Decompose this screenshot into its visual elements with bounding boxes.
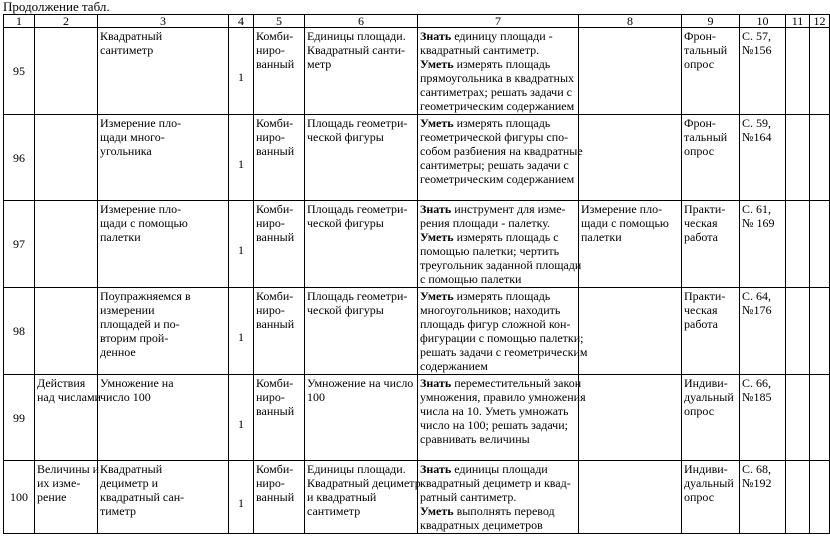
lesson-type-line: ванный	[256, 317, 295, 331]
requirement-line: помощью палетки; чертить	[420, 244, 560, 258]
table-row	[4, 375, 830, 461]
concepts-line: Умножение на число	[307, 376, 414, 390]
control-cell	[682, 115, 740, 201]
reference-cell	[740, 201, 786, 288]
control-line: опрос	[684, 57, 715, 71]
control-line: работа	[684, 230, 718, 244]
table-row	[4, 28, 830, 115]
lesson-type-line: ниро-	[256, 303, 285, 317]
table-row	[4, 461, 830, 534]
empty-cell	[786, 375, 810, 461]
reference-line: №164	[742, 130, 772, 144]
lesson-type-cell	[254, 28, 305, 115]
lesson-type-cell	[254, 201, 305, 288]
topic-line: дециметр и	[100, 476, 159, 490]
requirement-line: ратный сантиметр.	[420, 490, 517, 504]
hours-cell	[229, 28, 254, 115]
requirement-line: собом разбиения на квадратные	[420, 144, 583, 158]
reference-cell	[740, 115, 786, 201]
requirement-line: квадратный дециметр и квад-	[420, 476, 571, 490]
requirement-keyword: Уметь	[420, 504, 454, 518]
extra-content-line: Измерение пло-	[581, 202, 663, 216]
section-cell	[35, 115, 98, 201]
control-cell	[682, 201, 740, 288]
lesson-plan-table	[3, 14, 830, 534]
concepts-line: Единицы площади.	[307, 29, 406, 43]
concepts-line: Квадратный санти-	[307, 43, 405, 57]
lesson-type-line: ниро-	[256, 476, 285, 490]
requirement-keyword: Уметь	[420, 289, 454, 303]
concepts-line: и квадратный	[307, 490, 377, 504]
reference-cell	[740, 461, 786, 534]
requirement-line: фигурации с помощью палетки;	[420, 331, 584, 345]
requirement-line: сантиметрах; решать задачи с	[420, 85, 572, 99]
lesson-type-line: ниро-	[256, 216, 285, 230]
lesson-type-line: Комби-	[256, 376, 294, 390]
requirement-line: треугольник заданной площади	[420, 258, 582, 272]
lesson-type-line: ванный	[256, 490, 295, 504]
section-line: рение	[37, 490, 67, 504]
lesson-type-line: Комби-	[256, 289, 294, 303]
lesson-type-line: ниро-	[256, 390, 285, 404]
concepts-cell	[305, 461, 421, 534]
section-line: Действия	[37, 376, 86, 390]
requirement-keyword: Уметь	[420, 230, 454, 244]
hours-value: 1	[238, 330, 244, 344]
requirement-line: Уметь измерять площадь	[420, 116, 551, 130]
topic-line: измерении	[100, 303, 155, 317]
reference-line: № 169	[742, 216, 775, 230]
extra-content-cell	[579, 288, 682, 375]
control-line: дуальный	[684, 390, 734, 404]
lesson-type-line: Комби-	[256, 29, 294, 43]
control-line: Фрон-	[684, 116, 716, 130]
topic-cell	[98, 375, 229, 461]
topic-cell	[98, 28, 229, 115]
requirement-line: геометрическим содержанием	[420, 99, 575, 113]
control-line: ческая	[684, 216, 718, 230]
control-line: Индиви-	[684, 376, 728, 390]
requirement-line: Уметь измерять площадь	[420, 57, 551, 71]
topic-line: Измерение пло-	[100, 116, 182, 130]
topic-cell	[98, 288, 229, 375]
concepts-line: Квадратный дециметр	[307, 476, 421, 490]
topic-line: тиметр	[100, 504, 136, 518]
reference-line: №176	[742, 303, 772, 317]
topic-cell	[98, 201, 229, 288]
requirement-line: Уметь выполнять перевод	[420, 504, 555, 518]
reference-cell	[740, 375, 786, 461]
lesson-type-cell	[254, 288, 305, 375]
requirement-line: Знать инструмент для изме-	[420, 202, 566, 216]
reference-line: С. 59,	[742, 116, 772, 130]
lesson-type-line: Комби-	[256, 202, 294, 216]
lesson-type-line: ванный	[256, 230, 295, 244]
control-line: Индиви-	[684, 462, 728, 476]
concepts-line: метр	[307, 57, 332, 71]
header-cell: 6	[305, 15, 418, 28]
topic-line: Измерение пло-	[100, 202, 182, 216]
lesson-type-line: Комби-	[256, 116, 294, 130]
empty-cell	[786, 28, 810, 115]
requirements-cell	[418, 201, 582, 288]
lesson-number-cell: 98	[4, 288, 35, 375]
section-cell	[35, 461, 98, 534]
requirement-line: сравнивать величины	[420, 432, 530, 446]
control-line: ческая	[684, 303, 718, 317]
topic-line: палетки	[100, 230, 141, 244]
empty-cell	[810, 375, 830, 461]
requirements-cell	[418, 28, 579, 115]
topic-line: квадратный сан-	[100, 490, 185, 504]
topic-line: денное	[100, 345, 136, 359]
lesson-number-cell: 100	[4, 461, 35, 534]
hours-cell	[229, 461, 254, 534]
requirement-line: содержанием	[420, 359, 488, 373]
concepts-line: Площадь геометри-	[307, 202, 408, 216]
concepts-line: 100	[307, 390, 325, 404]
requirement-line: квадратный сантиметр.	[420, 43, 540, 57]
extra-content-cell	[579, 201, 682, 288]
lesson-type-cell	[254, 461, 305, 534]
requirements-cell	[418, 375, 586, 461]
extra-content-line: щади с помощью	[581, 216, 669, 230]
concepts-line: ческой фигуры	[307, 216, 384, 230]
reference-line: С. 64,	[742, 289, 772, 303]
requirement-line: Уметь измерять площадь с	[420, 230, 559, 244]
requirement-line: рения площади - палетку.	[420, 216, 551, 230]
lesson-type-line: ванный	[256, 57, 295, 71]
control-line: опрос	[684, 404, 715, 418]
hours-value: 1	[238, 496, 244, 510]
header-row	[4, 15, 830, 28]
lesson-type-line: ванный	[256, 404, 295, 418]
control-line: Практи-	[684, 289, 726, 303]
concepts-cell	[305, 28, 418, 115]
concepts-cell	[305, 201, 418, 288]
control-line: Практи-	[684, 202, 726, 216]
topic-line: площадей и по-	[100, 317, 180, 331]
requirement-line: Уметь измерять площадь	[420, 289, 551, 303]
table-row	[4, 115, 830, 201]
header-cell: 11	[786, 15, 810, 28]
table-row	[4, 288, 830, 375]
lesson-type-line: ниро-	[256, 130, 285, 144]
topic-line: щади с помощью	[100, 216, 188, 230]
requirement-line: умножения, правило умножения	[420, 390, 586, 404]
requirement-line: многоугольников; находить	[420, 303, 561, 317]
requirement-keyword: Знать	[420, 376, 452, 390]
reference-line: №192	[742, 476, 772, 490]
reference-line: №185	[742, 390, 772, 404]
header-cell: 3	[98, 15, 229, 28]
concepts-line: Площадь геометри-	[307, 116, 408, 130]
reference-cell	[740, 288, 786, 375]
hours-value: 1	[238, 70, 244, 84]
lesson-type-cell	[254, 115, 305, 201]
topic-line: Поупражняемся в	[100, 289, 191, 303]
requirement-line: прямоугольника в квадратных	[420, 71, 575, 85]
requirements-cell	[418, 461, 579, 534]
lesson-number-cell: 99	[4, 375, 35, 461]
control-line: опрос	[684, 490, 715, 504]
extra-content-cell	[579, 375, 682, 461]
requirement-line: с помощью палетки	[420, 272, 522, 286]
lesson-type-cell	[254, 375, 305, 461]
hours-cell	[229, 201, 254, 288]
concepts-cell	[305, 115, 418, 201]
section-line: Величины и	[37, 462, 100, 476]
lesson-type-line: ванный	[256, 144, 295, 158]
empty-cell	[810, 288, 830, 375]
requirement-line: числа на 10. Уметь умножать	[420, 404, 569, 418]
header-cell: 7	[418, 15, 579, 28]
concepts-line: Площадь геометри-	[307, 289, 408, 303]
extra-content-cell	[579, 115, 682, 201]
empty-cell	[810, 115, 830, 201]
requirement-line: квадратных дециметров	[420, 518, 543, 532]
control-line: опрос	[684, 144, 715, 158]
topic-line: угольника	[100, 144, 152, 158]
concepts-line: ческой фигуры	[307, 130, 384, 144]
reference-line: №156	[742, 43, 772, 57]
extra-content-cell	[579, 28, 682, 115]
hours-cell	[229, 115, 254, 201]
empty-cell	[786, 461, 810, 534]
header-cell: 1	[4, 15, 35, 28]
topic-line: щади много-	[100, 130, 165, 144]
reference-line: С. 61,	[742, 202, 772, 216]
header-cell: 8	[579, 15, 682, 28]
topic-line: Умножение на	[100, 376, 174, 390]
hours-cell	[229, 375, 254, 461]
requirement-keyword: Знать	[420, 462, 452, 476]
requirements-cell	[418, 288, 588, 375]
lesson-number-cell: 96	[4, 115, 35, 201]
empty-cell	[810, 461, 830, 534]
header-cell: 9	[682, 15, 740, 28]
reference-line: С. 57,	[742, 29, 772, 43]
requirement-line: решать задачи с геометрическим	[420, 345, 588, 359]
control-line: дуальный	[684, 476, 734, 490]
empty-cell	[786, 115, 810, 201]
lesson-number-cell: 97	[4, 201, 35, 288]
concepts-line: сантиметр	[307, 504, 361, 518]
hours-cell	[229, 288, 254, 375]
concepts-cell	[305, 288, 418, 375]
control-line: тальный	[684, 130, 728, 144]
extra-content-cell	[579, 461, 682, 534]
reference-line: С. 66,	[742, 376, 772, 390]
control-line: Фрон-	[684, 29, 716, 43]
requirement-keyword: Знать	[420, 29, 452, 43]
requirement-line: геометрической фигуры спо-	[420, 130, 569, 144]
topic-line: вторим прой-	[100, 331, 169, 345]
requirement-line: число на 100; решать задачи;	[420, 418, 568, 432]
requirement-keyword: Знать	[420, 202, 452, 216]
topic-cell	[98, 115, 229, 201]
control-cell	[682, 461, 740, 534]
empty-cell	[810, 201, 830, 288]
hours-value: 1	[238, 243, 244, 257]
lesson-number-cell: 95	[4, 28, 35, 115]
concepts-line: ческой фигуры	[307, 303, 384, 317]
control-cell	[682, 288, 740, 375]
requirement-line: Знать единицу площади -	[420, 29, 553, 43]
control-line: тальный	[684, 43, 728, 57]
header-cell: 10	[740, 15, 786, 28]
hours-value: 1	[238, 156, 244, 171]
requirement-keyword: Уметь	[420, 57, 454, 71]
hours-value: 1	[238, 416, 244, 431]
section-line: над числами	[37, 390, 101, 404]
section-cell	[35, 201, 98, 288]
requirement-line: Знать единицы площади	[420, 462, 548, 476]
topic-line: сантиметр	[100, 43, 154, 57]
header-cell: 12	[810, 15, 830, 28]
header-cell: 5	[254, 15, 305, 28]
lesson-type-line: Комби-	[256, 462, 294, 476]
requirement-line: площадь фигур сложной кон-	[420, 317, 571, 331]
requirement-keyword: Уметь	[420, 116, 454, 130]
requirement-line: Знать переместительный закон	[420, 376, 582, 390]
topic-cell	[98, 461, 229, 534]
requirement-line: геометрическим содержанием	[420, 172, 575, 186]
control-cell	[682, 375, 740, 461]
section-cell	[35, 288, 98, 375]
lesson-type-line: ниро-	[256, 43, 285, 57]
concepts-line: Единицы площади.	[307, 462, 406, 476]
section-line: их изме-	[37, 476, 81, 490]
topic-line: Квадратный	[100, 462, 163, 476]
topic-line: Квадратный	[100, 29, 163, 43]
topic-line: число 100	[100, 390, 151, 404]
header-cell: 2	[35, 15, 98, 28]
empty-cell	[810, 28, 830, 115]
extra-content-line: палетки	[581, 230, 622, 244]
control-cell	[682, 28, 740, 115]
control-line: работа	[684, 317, 718, 331]
header-cell: 4	[229, 15, 254, 28]
section-cell	[35, 28, 98, 115]
reference-cell	[740, 28, 786, 115]
requirement-line: сантиметры; решать задачи с	[420, 158, 569, 172]
empty-cell	[786, 288, 810, 375]
concepts-cell	[305, 375, 418, 461]
table-caption: Продолжение табл.	[3, 0, 110, 14]
requirements-cell	[418, 115, 583, 201]
reference-line: С. 68,	[742, 462, 772, 476]
section-cell	[35, 375, 101, 461]
table-row	[4, 201, 830, 288]
empty-cell	[786, 201, 810, 288]
